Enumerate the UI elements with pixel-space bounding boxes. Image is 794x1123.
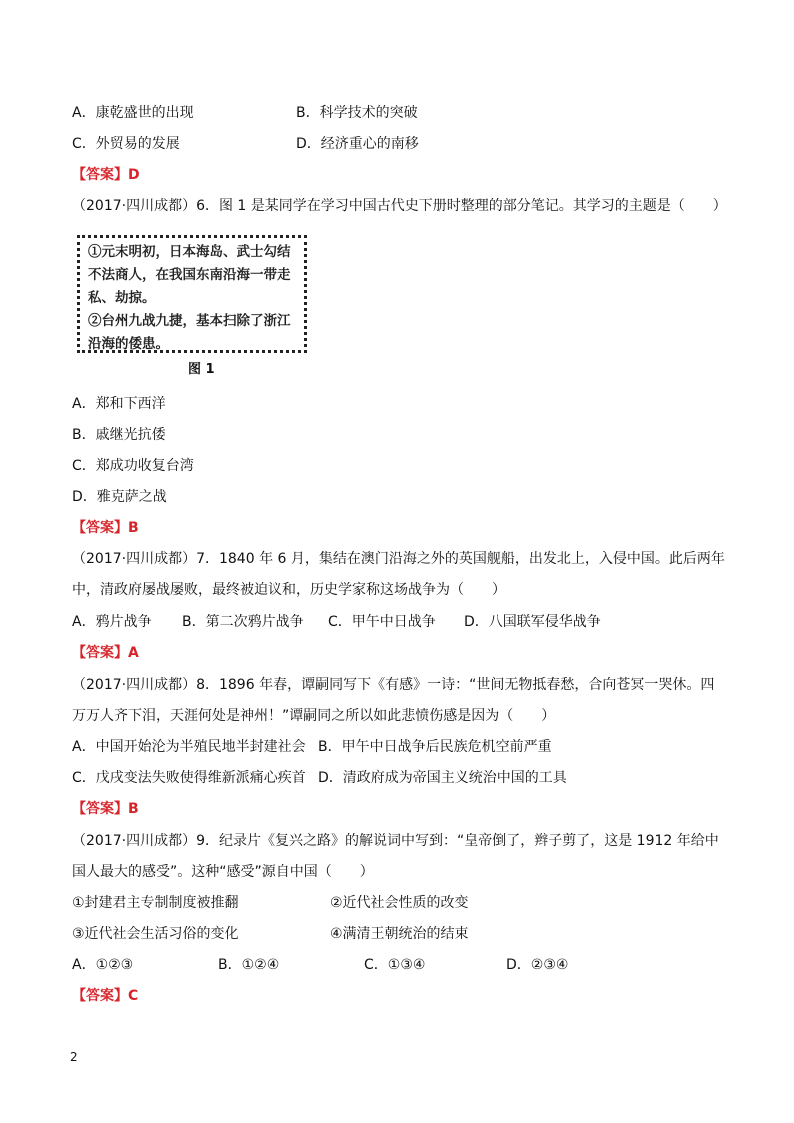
q6-stem: （2017·四川成都）6．图 1 是某同学在学习中国古代史下册时整理的部分笔记。其学习的主题是（ ） (72, 198, 727, 214)
q9-item-4: ④满清王朝统治的结束 (330, 926, 469, 942)
q8-option-b: B．甲午中日战争后民族危机空前严重 (318, 739, 552, 755)
page-number: 2 (70, 1050, 78, 1064)
q6-option-b: B．戚继光抗倭 (72, 427, 166, 443)
q5-option-a: A．康乾盛世的出现 (72, 105, 194, 121)
q6-option-d: D．雅克萨之战 (72, 489, 167, 505)
figure-line: 沿海的倭患。 (88, 336, 169, 352)
figure-caption: 图 1 (188, 362, 215, 377)
q7-option-d: D．八国联军侵华战争 (464, 614, 601, 630)
q8-option-c: C．戊戌变法失败使得维新派痛心疾首 (72, 770, 306, 786)
answer-value: B (128, 520, 139, 536)
q5-answer (72, 165, 140, 185)
answer-value: C (128, 988, 139, 1004)
q6-option-a: A．郑和下西洋 (72, 396, 166, 412)
q6-figure (77, 235, 307, 353)
q9-option-d: D．②③④ (506, 957, 569, 973)
answer-label: 【答案】 (72, 167, 128, 183)
q9-answer (72, 986, 138, 1006)
answer-label: 【答案】 (72, 801, 128, 817)
q9-option-a: A．①②③ (72, 957, 134, 973)
answer-label: 【答案】 (72, 520, 128, 536)
q7-option-a: A．鸦片战争 (72, 614, 152, 630)
q5-option-b: B．科学技术的突破 (296, 105, 418, 121)
answer-value: D (128, 167, 140, 183)
q9-option-b: B．①②④ (218, 957, 280, 973)
answer-label: 【答案】 (72, 645, 128, 661)
q9-item-1: ①封建君主专制制度被推翻 (72, 895, 239, 911)
q8-stem-line2: 万万人齐下泪，天涯何处是神州！”谭嗣同之所以如此悲愤伤感是因为（ ） (72, 708, 556, 724)
q5-option-d: D．经济重心的南移 (296, 136, 419, 152)
q9-stem-line2: 国人最大的感受”。这种“感受”源自中国（ ） (72, 864, 374, 880)
q9-item-2: ②近代社会性质的改变 (330, 895, 469, 911)
q7-stem-line1: （2017·四川成都）7．1840 年 6 月，集结在澳门沿海之外的英国舰船，出发北上，入侵中国。此后两年 (72, 551, 725, 567)
q8-answer (72, 799, 139, 819)
answer-value: B (128, 801, 139, 817)
q8-stem-line1: （2017·四川成都）8．1896 年春，谭嗣同写下《有感》一诗：“世间无物抵春愁，合向苍冥一哭休。四 (72, 677, 715, 693)
q7-answer (72, 643, 139, 663)
figure-line: 私、劫掠。 (88, 290, 156, 306)
q8-option-d: D．清政府成为帝国主义统治中国的工具 (318, 770, 567, 786)
q6-answer (72, 518, 139, 538)
q6-option-c: C．郑成功收复台湾 (72, 458, 194, 474)
q9-option-c: C．①③④ (364, 957, 426, 973)
q7-stem-line2: 中，清政府屡战屡败，最终被迫议和，历史学家称这场战争为（ ） (72, 582, 506, 598)
answer-label: 【答案】 (72, 988, 128, 1004)
q9-stem-line1: （2017·四川成都）9．纪录片《复兴之路》的解说词中写到：“皇帝倒了，辫子剪了，这是 1912 年给中 (72, 833, 719, 849)
figure-line: ①元末明初，日本海岛、武士勾结 (88, 244, 291, 260)
q7-option-b: B．第二次鸦片战争 (182, 614, 304, 630)
q9-item-3: ③近代社会生活习俗的变化 (72, 926, 239, 942)
q5-option-c: C．外贸易的发展 (72, 136, 180, 152)
q8-option-a: A．中国开始沦为半殖民地半封建社会 (72, 739, 306, 755)
answer-value: A (128, 645, 139, 661)
figure-line: ②台州九战九捷，基本扫除了浙江 (88, 313, 291, 329)
q7-option-c: C．甲午中日战争 (328, 614, 436, 630)
figure-line: 不法商人，在我国东南沿海一带走 (88, 267, 291, 283)
